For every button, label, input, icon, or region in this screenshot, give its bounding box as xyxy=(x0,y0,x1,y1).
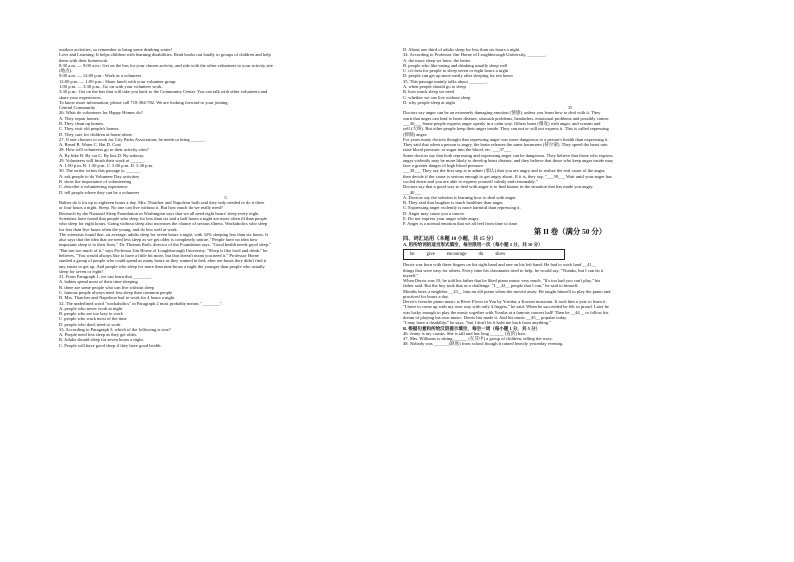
text-line: "I have to come up with my own way with only 4 fingers," he said. When he succeeded he felt so proud. Later he xyxy=(403,304,609,310)
right-block-1 xyxy=(403,47,737,105)
word-box xyxy=(403,249,565,260)
text-line: 47. Mrs. Williams is sitting ______ (在其中) a group of children, telling the story. xyxy=(403,336,553,342)
part2-instruction-b: B. 根据句意和所给汉语提示填空，每空一词（每小题 1 分，共 5 分） xyxy=(403,325,541,331)
text-line: A. when people should go to sleep xyxy=(403,83,466,89)
text-line: C. whether we can live without sleep xyxy=(403,94,471,100)
text-line: Doctors say that a good way to deal with anger is to find humor in the situation that has made you angry. xyxy=(403,184,594,190)
text-line: B. people who are too lazy to work xyxy=(59,311,123,317)
text-line: (抑制) anger. xyxy=(403,131,428,137)
text-line: ___36___ Some people express anger openly in a calm way. Others burst (爆发) with anger, and scream and xyxy=(403,120,601,126)
text-line: A. They repair homes. xyxy=(59,115,100,121)
text-line: C. They visit old people's homes. xyxy=(59,126,120,132)
text-line: 1:00 p.m. — 3:30 p.m.: Go on with your volunteer work. xyxy=(59,83,163,89)
text-line: them with their homework. xyxy=(59,57,109,63)
text-line: yell (大叫). But other people keep their anger inside. They can not or will not express it. This is called repressing xyxy=(403,126,609,132)
text-line: A. By bike B. By car C. By bus D. By subway. xyxy=(59,152,145,158)
text-line: dream of playing his own music. Derris has made it. And his music __45__ popular today. xyxy=(403,315,568,321)
text-line: 26. What do volunteers for Happy Homes do? xyxy=(59,110,143,116)
text-line: 9:00 a.m. — 12:00 p.m.: Work as a volunteer. xyxy=(59,73,143,79)
word-box-word: give xyxy=(426,252,435,258)
text-line: C. Expressing anger violently is more harmful than repressing it. xyxy=(403,205,521,211)
text-line: B. how much sleep we need xyxy=(403,89,455,95)
text-line: E. Do not express your anger while angry. xyxy=(403,216,480,221)
text-line: D. people can get up more easily after sleeping for ten hours xyxy=(403,73,513,79)
text-line: F. Anger is a normal emotion that we all feel from time to time. xyxy=(403,221,519,227)
word-box-word: do xyxy=(478,252,484,258)
text-line: A. ask people to do Volunteer Day activities xyxy=(59,173,140,179)
text-line: practiced for hours a day. xyxy=(403,293,450,299)
text-line: outdoor activities, so remember to bring some drinking water! xyxy=(59,47,173,52)
text-line: ___38___ They say the first step is to admit (承认) that you are angry and to realize the real cause of the anger, xyxy=(403,168,606,174)
text-line: Doctors say anger can be an extremely damaging emotion (情感), unless you learn how to deal with it. They xyxy=(403,110,601,116)
text-line: father said. But the boy took that as a challenge. "I __42__ people that I can," he said to himself. xyxy=(403,283,579,289)
section-heading-d: D xyxy=(568,105,572,111)
text-line: believes, "You would always like to have a little bit more, but that doesn't mean you need it." Professor Horne xyxy=(59,252,260,258)
text-line: Derris was born with three fingers on his right hand and one on his left hand. He had to work hard __41__ xyxy=(403,262,597,268)
text-line: Some doctors say that both repressing and expressing anger can be dangerous. They believe that those who express xyxy=(403,152,613,158)
text-line: Derris's favorite piano music is River Flows in You by Yoruba, a Korean musician. It took him a year to learn it. xyxy=(403,299,607,305)
left-block-1 xyxy=(59,47,393,195)
text-line: also says that the idea that we need less sleep as we get older is completely untrue. "People have no idea how xyxy=(59,237,258,243)
text-line: Scientists have found that people who sleep for less than six and a half hours a night are more often ill than people xyxy=(59,216,268,221)
word-box-word: show xyxy=(495,252,506,258)
part2-instruction-a: A. 用所给词的适当形式填空，每空限用一次（每小题 2 分，共 10 分） xyxy=(403,242,543,248)
text-line: A. Bread B. Water C. Hat D. Coat xyxy=(59,142,121,148)
text-line: 29. Volunteers will finish their work at ______. xyxy=(59,157,146,163)
text-line: share your experiences. xyxy=(59,94,102,100)
text-line: Love and Learning: It helps children with learning disabilities. Read books out loudly to groups of children and help xyxy=(59,52,271,58)
text-line: C. people who work most of the time xyxy=(59,316,127,322)
text-line: 32. The underlined word "workaholics" in Paragraph 2 most probably means "________". xyxy=(59,300,223,306)
left-block-2 xyxy=(59,200,393,348)
text-line: B. show the importance of volunteering xyxy=(59,179,132,185)
text-line: 3:30 p.m.: Get on the bus that will take you back to the Community Center. You can talk with other volunteers and xyxy=(59,89,268,95)
text-line: D. Anger may cause you a cancer. xyxy=(403,210,465,216)
right-block-3 xyxy=(403,262,737,325)
text-line: B. people who like eating and drinking usually sleep well xyxy=(403,62,508,68)
text-line: C. it's best for people to sleep seven or eight hours a night xyxy=(403,68,509,74)
right-block-2 xyxy=(403,110,737,226)
text-line: 35. This passage mainly talks about ________. xyxy=(403,78,489,84)
word-box-word: encourage xyxy=(446,252,467,258)
text-line: The scientists found that, on average, adults sleep for seven hours a night, with 32% sleeping less than six hours. It xyxy=(59,231,268,237)
text-line: To know more information, please call 718-384-782. We are looking forward to your joining. xyxy=(59,99,229,105)
text-line: any easier to get up. And people who sleep for more than nine hours a night die younger than people who usually xyxy=(59,263,265,269)
text-line: A. people who never work at night xyxy=(59,305,123,311)
text-line: Babies do it for up to eighteen hours a day. Mrs. Thatcher and Napoleon both said they only needed to do it three xyxy=(59,200,265,206)
text-line: 46. Jenny is my cousin. She is tall and has long ______ (直的) hair. xyxy=(403,330,527,336)
text-line: studied a group of people who could spend as many hours as they wanted in bed; after ten hours they didn't find it xyxy=(59,258,267,264)
text-line: D. They care for children at home alone. xyxy=(59,131,133,137)
part2-section-heading: 四、词汇运用（本题 10 小题，共 15 分） xyxy=(403,236,497,243)
text-line: sleep for seven or eight! xyxy=(59,268,103,274)
word-box-word: be xyxy=(410,252,415,258)
text-line: cooled down and you are able to express yourself calmly and reasonably." xyxy=(403,179,538,185)
text-line: 31. From Paragraph 1, we can learn that ________. xyxy=(59,274,153,280)
text-line: When Derris was 10, he told his father that he liked piano music very much. "It's too bad you can't play," his xyxy=(403,278,601,284)
text-line: 8:30 a.m. — 9:00 a.m.: Get on the bus for your chosen activity, and ride with the other volunteers to your activity site xyxy=(59,62,273,68)
text-line: Research by the National Sleep Foundation in Washington says that we all need eight hours' sleep every night. xyxy=(59,210,260,216)
text-line: D. why people sleep at night xyxy=(403,99,456,105)
text-line: A. 1:00 p.m. B. 1:30 p.m. C. 3:00 p.m. D. 3:30 p.m. xyxy=(59,163,154,169)
text-line: (地点). xyxy=(59,68,73,74)
text-line: raise blood pressure, or sugar into the blood, etc. ___37___ xyxy=(403,147,511,153)
text-line: D. people who don't need to work xyxy=(59,321,121,327)
text-line: face a greater danger of high blood pressure. xyxy=(403,163,485,169)
text-line: B. They clean up homes. xyxy=(59,120,105,126)
text-line: things that were easy for others. Every time his classmates tried to help, he would say, "Thanks, but I can do it xyxy=(403,267,604,273)
text-line: "But not too much of it," says Professor Jim Horne of Loughborough University. "Sleep is like food and drink," he xyxy=(59,247,268,253)
text-line: Months later, a neighbor __43__ him an old piano when she moved away. He taught himself to play the piano and xyxy=(403,288,611,294)
text-line: D. tell people where they can be a volunteer xyxy=(59,189,140,195)
text-line: B. They said that laughter is much healthier than anger. xyxy=(403,200,504,206)
text-line: myself." xyxy=(403,272,419,278)
text-line: A. Doctors say the solution is learning how to deal with anger. xyxy=(403,194,517,200)
part2-title: 第 II 卷（满分 50 分） xyxy=(533,226,607,236)
text-line: They said that when a person is angry, the brain releases the same hormones (荷尔蒙). They speed the heart rate, xyxy=(403,142,609,148)
text-line: A. the more sleep we have, the better xyxy=(403,57,471,63)
text-line: 12:00 p.m. — 1:00 p.m.: Share lunch with your volunteer group. xyxy=(59,78,177,84)
text-line: anger violently may be more likely to develop heart disease, and they believe that those who keep anger inside may xyxy=(403,157,614,163)
text-line: ___40___ xyxy=(403,189,422,195)
text-line: 34. According to Professor Jim Horne of Loughborough University, ________. xyxy=(403,52,547,58)
text-line: 48. Nobody was ______ (缺席) from school though it rained heavily yesterday evening. xyxy=(403,341,564,347)
text-line: C. describe a volunteering experience xyxy=(59,184,128,190)
text-line: 33. According to Paragraph 3, which of the following is true? xyxy=(59,326,171,332)
text-line: A. People need less sleep as they get older. xyxy=(59,332,138,338)
text-line: C. People will have good sleep if they have good health. xyxy=(59,342,162,348)
text-line: B. Adults should sleep for seven hours a night. xyxy=(59,337,144,343)
text-line: 30. The writer writes this passage to ______. xyxy=(59,168,141,174)
text-line: For years many doctors thought that repressing anger was more dangerous to a person's health than expressing it. xyxy=(403,136,609,142)
right-column xyxy=(403,47,737,347)
text-line: B. there are some people who can live without sleep xyxy=(59,284,154,290)
text-line: D. About one third of adults sleep for less than six hours a night. xyxy=(403,47,521,52)
text-line: then decide if the cause is serious enough to get angry about. If it is, they say, "___39___ Wait until your anger has xyxy=(403,173,612,179)
text-line: 28. How will volunteers go to their activity sites? xyxy=(59,147,149,153)
text-line: for less than five hours often die young, and do less well at work. xyxy=(59,226,178,232)
text-line: important sleep is to their lives," Dr. Thomas Roth, director of the Foundation says. "Good health needs good sleep." xyxy=(59,242,272,248)
section-heading-c: C xyxy=(224,194,228,200)
right-block-4 xyxy=(403,331,737,347)
text-line: C. famous people always need less sleep than common people xyxy=(59,289,173,295)
text-line: or four hours a night. Sleep. No one can live without it. But how much do we really need? xyxy=(59,205,223,211)
text-line: who sleep for eight hours. Going without sleep also increases the chance of serious illness. Workaholics who sleep xyxy=(59,221,268,227)
left-column xyxy=(59,47,393,348)
text-line: A. babies spend most of their time sleeping xyxy=(59,279,138,285)
text-line: warn that anger can lead to heart disease, stomach problems, headaches, emotional problems and possibly cancer. xyxy=(403,115,610,121)
text-line: Central Community xyxy=(59,105,96,111)
text-line: D. Mrs. Thatcher and Napoleon had to work for 4 hours a night xyxy=(59,295,175,301)
text-line: 27. If one chooses to work for City Parks Association, he needs to bring ______. xyxy=(59,136,206,142)
text-line: "I may have a disability," he says, "but I don't let it hold me back from anything." xyxy=(403,320,551,326)
text-line: was lucky enough to play the music together with Yoruba at a famous concert hall! Then he __44__ to follow his xyxy=(403,309,609,315)
